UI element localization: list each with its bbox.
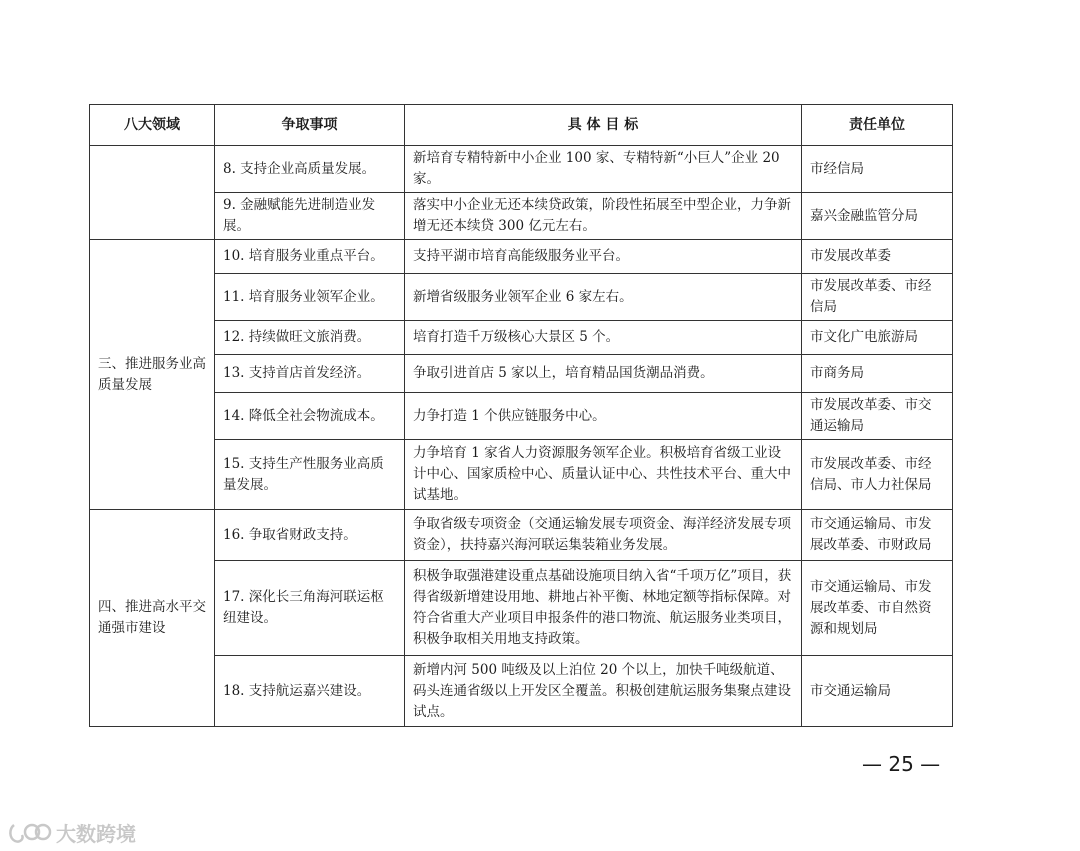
table-row [90,146,953,193]
unit-cell: 市交通运输局、市发展改革委、市自然资源和规划局 [802,561,953,656]
header-item: 争取事项 [215,105,405,146]
table-row [90,355,953,393]
goal-cell: 争取省级专项资金（交通运输发展专项资金、海洋经济发展专项资金），扶持嘉兴海河联运集装箱业务发展。 [405,510,802,561]
item-cell: 10. 培育服务业重点平台。 [215,240,405,274]
item-cell: 12. 持续做旺文旅消费。 [215,321,405,355]
unit-cell: 市交通运输局 [802,656,953,727]
unit-cell: 市经信局 [802,146,953,193]
item-cell: 14. 降低全社会物流成本。 [215,393,405,440]
item-cell: 13. 支持首店首发经济。 [215,355,405,393]
table-row [90,561,953,656]
unit-cell: 市发展改革委、市经信局 [802,274,953,321]
policy-table [89,104,953,727]
watermark [8,818,136,847]
item-cell: 11. 培育服务业领军企业。 [215,274,405,321]
unit-cell: 嘉兴金融监管分局 [802,193,953,240]
header-unit: 责任单位 [802,105,953,146]
goal-cell: 力争打造 1 个供应链服务中心。 [405,393,802,440]
unit-cell: 市交通运输局、市发展改革委、市财政局 [802,510,953,561]
table-header-row [90,105,953,146]
item-cell: 9. 金融赋能先进制造业发展。 [215,193,405,240]
unit-cell: 市发展改革委、市经信局、市人力社保局 [802,440,953,510]
goal-cell: 争取引进首店 5 家以上，培育精品国货潮品消费。 [405,355,802,393]
domain-cell: 四、推进高水平交通强市建设 [90,510,215,727]
item-cell: 18. 支持航运嘉兴建设。 [215,656,405,727]
goal-cell: 积极争取强港建设重点基础设施项目纳入省“千项万亿”项目，获得省级新增建设用地、耕地占补平衡、林地定额等指标保障。对符合省重大产业项目申报条件的港口物流、航运服务业类项目，积极争取相关用地支持政策。 [405,561,802,656]
unit-cell: 市发展改革委、市交通运输局 [802,393,953,440]
table-row [90,656,953,727]
item-cell: 16. 争取省财政支持。 [215,510,405,561]
unit-cell: 市发展改革委 [802,240,953,274]
header-domain: 八大领域 [90,105,215,146]
goal-cell: 培育打造千万级核心大景区 5 个。 [405,321,802,355]
item-cell: 8. 支持企业高质量发展。 [215,146,405,193]
domain-cell-empty [90,146,215,240]
page-number: — 25 — [862,752,941,776]
table-row [90,240,953,274]
goal-cell: 新增内河 500 吨级及以上泊位 20 个以上，加快千吨级航道、码头连通省级以上开发区全覆盖。积极创建航运服务集聚点建设试点。 [405,656,802,727]
table-row [90,321,953,355]
header-goal: 具 体 目 标 [405,105,802,146]
table-row [90,193,953,240]
goal-cell: 新培育专精特新中小企业 100 家、专精特新“小巨人”企业 20 家。 [405,146,802,193]
domain-cell: 三、推进服务业高质量发展 [90,240,215,510]
table-row [90,274,953,321]
goal-cell: 新增省级服务业领军企业 6 家左右。 [405,274,802,321]
goal-cell: 力争培育 1 家省人力资源服务领军企业。积极培育省级工业设计中心、国家质检中心、质量认证中心、共性技术平台、重大中试基地。 [405,440,802,510]
table-row [90,393,953,440]
unit-cell: 市商务局 [802,355,953,393]
watermark-text: 大数跨境 [56,822,136,846]
unit-cell: 市文化广电旅游局 [802,321,953,355]
watermark-logo-icon [8,821,52,845]
table-row [90,440,953,510]
item-cell: 15. 支持生产性服务业高质量发展。 [215,440,405,510]
goal-cell: 支持平湖市培育高能级服务业平台。 [405,240,802,274]
goal-cell: 落实中小企业无还本续贷政策，阶段性拓展至中型企业，力争新增无还本续贷 300 亿元左右。 [405,193,802,240]
item-cell: 17. 深化长三角海河联运枢纽建设。 [215,561,405,656]
table-row [90,510,953,561]
